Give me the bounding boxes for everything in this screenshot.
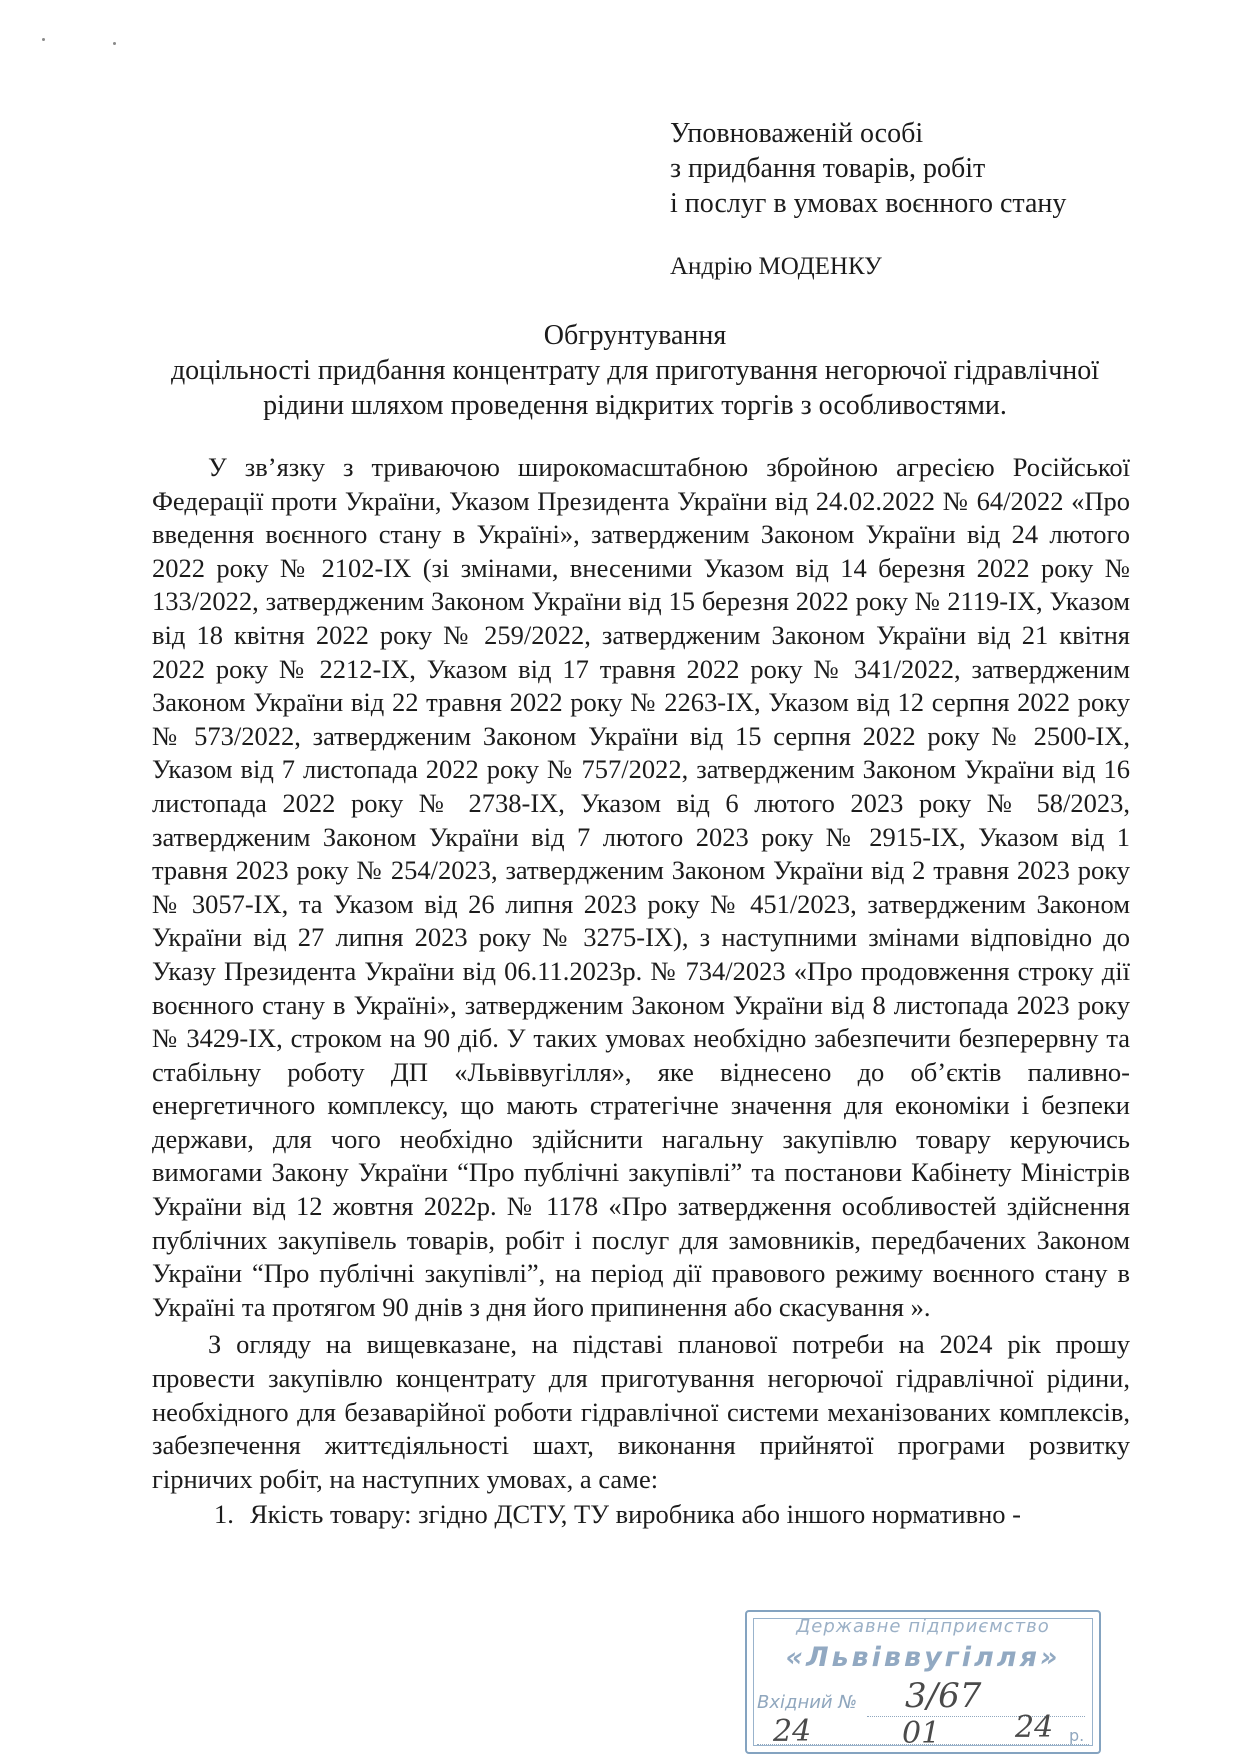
addressee-name: Андрію МОДЕНКУ: [670, 253, 882, 280]
stamp-date-year: 24: [1015, 1710, 1054, 1745]
title-line: Обгрунтування: [543, 320, 727, 351]
list-item: [152, 1498, 1130, 1532]
stamp-date-underline: [757, 1744, 1089, 1746]
registration-stamp: [745, 1610, 1101, 1754]
stamp-org-type: Державне підприємство: [796, 1616, 1050, 1637]
scan-speck: [42, 38, 45, 41]
stamp-date-month: 01: [902, 1716, 941, 1751]
addressee-block: [670, 116, 1066, 221]
stamp-incoming-number: 3/67: [905, 1676, 982, 1716]
addressee-line: з придбання товарів, робіт: [670, 153, 986, 184]
list-item-number: 1.: [214, 1499, 234, 1530]
stamp-org-name: «Львіввугілля»: [785, 1642, 1061, 1673]
stamp-year-suffix: р.: [1069, 1726, 1085, 1745]
title-line: рідини шляхом проведення відкритих торгів з особливостями.: [263, 390, 1007, 421]
addressee-line: і послуг в умовах воєнного стану: [670, 188, 1067, 219]
scan-speck: [113, 42, 116, 45]
addressee-line: Уповноваженій особі: [670, 118, 924, 149]
list-item-text: Якість товару: згідно ДСТУ, ТУ виробника або іншого нормативно -: [250, 1499, 1022, 1530]
title-line: доцільності придбання концентрату для приготування негорючої гідравлічної: [170, 355, 1100, 386]
body-paragraph: У зв’язку з триваючою широкомасштабною збройною агресією Російської Федерації проти України, Указом Президента України від 24.02.2022 № 64/2022 «Про введення воєнного стану в Україні», затвердженим Законом України від 24 лютого 2022 року № 2102-IX (зі змінами, внесеними Указом від 14 березня 2022 року № 133/2022, затвердженим Законом України від 15 березня 2022 року № 2119-IX, Указом від 18 квітня 2022 року № 259/2022, затвердженим Законом України від 21 квітня 2022 року № 2212-IX, Указом від 17 травня 2022 року № 341/2022, затвердженим Законом України від 22 травня 2022 року № 2263-IX, Указом від 12 серпня 2022 року № 573/2022, затвердженим Законом України від 15 серпня 2022 року № 2500-IX, Указом від 7 листопада 2022 року № 757/2022, затвердженим Законом України від 16 листопада 2022 року № 2738-IX, Указом від 6 лютого 2023 року № 58/2023, затвердженим Законом України від 7 лютого 2023 року № 2915-IX, Указом від 1 травня 2023 року № 254/2023, затвердженим Законом України від 2 травня 2023 року № 3057-IX, та Указом від 26 липня 2023 року № 451/2023, затвердженим Законом України від 27 липня 2023 року № 3275-IX), з наступними змінами відповідно до Указу Президента України від 06.11.2023р. № 734/2023 «Про продовження строку дії воєнного стану в Україні», затвердженим Законом України від 8 листопада 2023 року № 3429-IX, строком на 90 діб. У таких умовах необхідно забезпечити безперервну та стабільну роботу ДП «Львіввугілля», яке віднесено до об’єктів паливно-енергетичного комплексу, що мають стратегічне значення для економіки і безпеки держави, для чого необхідно здійснити нагальну закупівлю товару керуючись вимогами Закону України “Про публічні закупівлі” та постанови Кабінету Міністрів України від 12 жовтня 2022р. № 1178 «Про затвердження особливостей здійснення публічних закупівель товарів, робіт і послуг для замовників, передбачених Законом України “Про публічні закупівлі”, на період дії правового режиму воєнного стану в Україні та протягом 90 днів з дня його припинення або скасування ».: [152, 452, 1130, 1322]
stamp-date-day: 24: [773, 1714, 812, 1749]
document-title: [130, 318, 1140, 423]
document-body: [152, 451, 1130, 1532]
body-paragraph: З огляду на вищевказане, на підставі планової потреби на 2024 рік прошу провести закупівлю концентрату для приготування негорючої гідравлічної рідини, необхідного для безаварійної роботи гідравлічної системи механізованих комплексів, забезпечення життєдіяльності шахт, виконання прийнятої програми розвитку гірничих робіт, на наступних умовах, а саме:: [152, 1329, 1130, 1494]
stamp-incoming-label: Вхідний №: [757, 1692, 858, 1713]
